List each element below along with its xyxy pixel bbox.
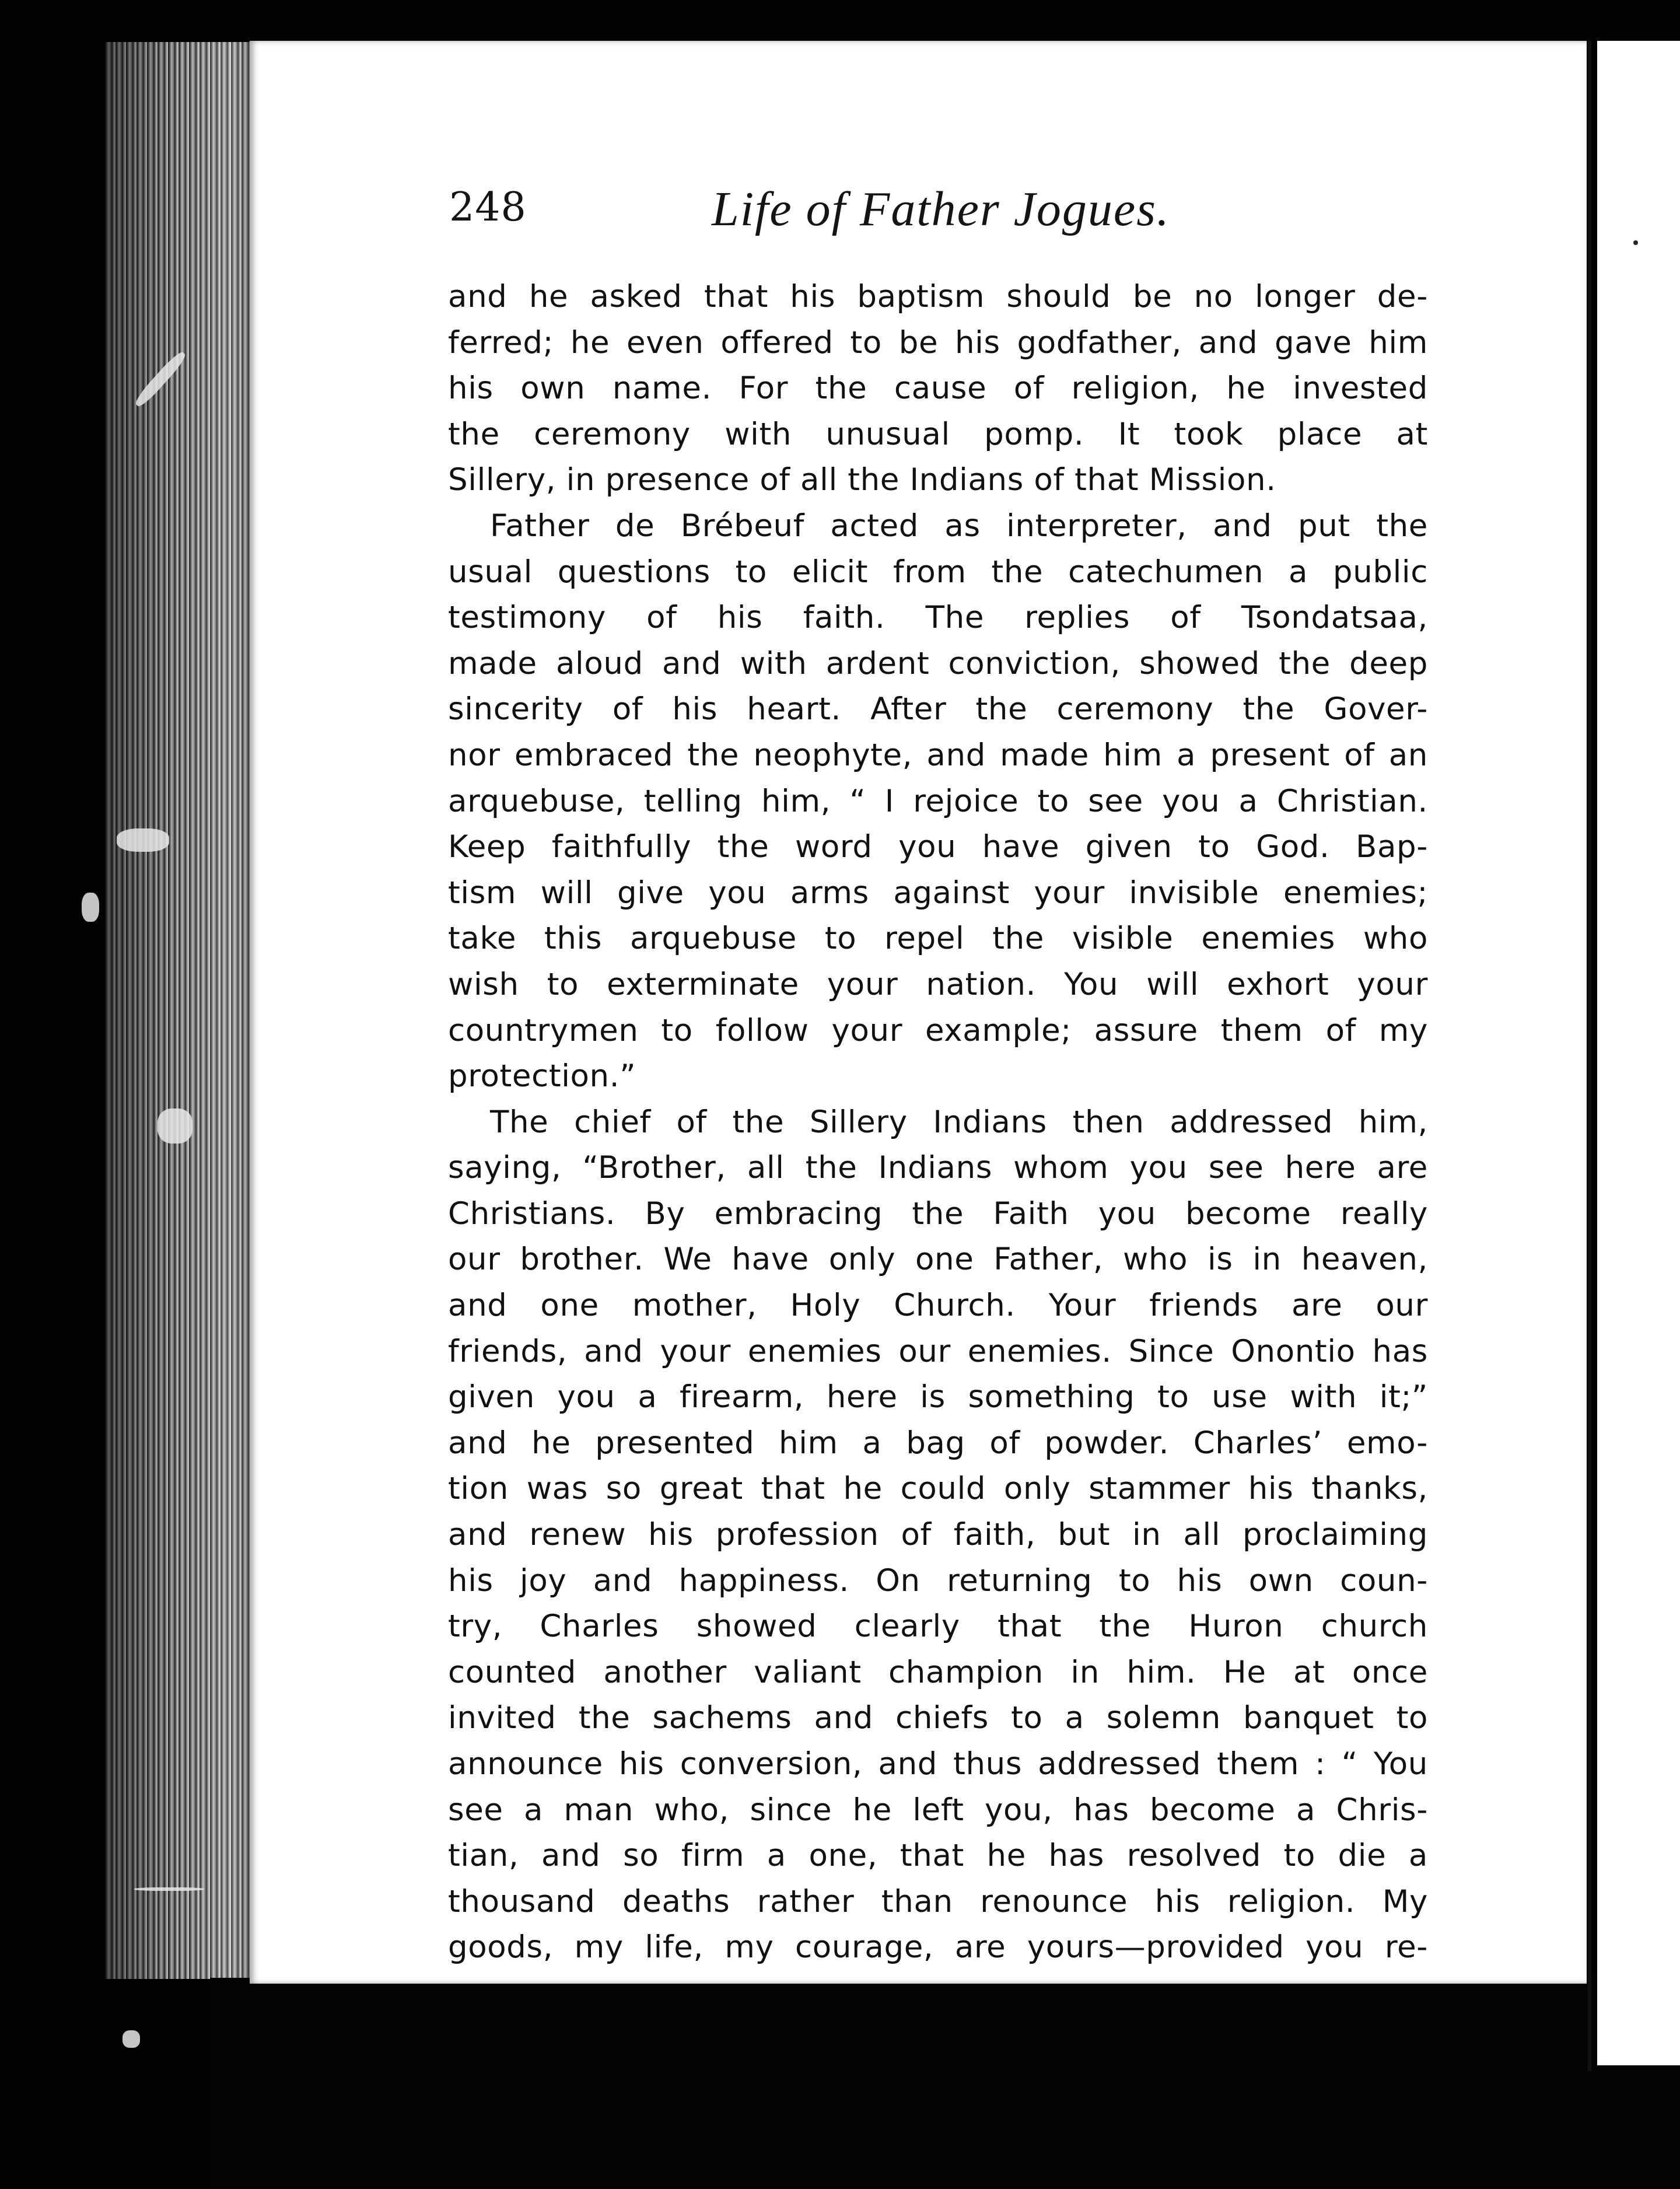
page-edges [105,42,262,1979]
text-line: his joy and happiness. On returning to his own coun- [448,1562,1428,1599]
text-line: announce his conversion, and thus addressed them : “ You [448,1746,1428,1782]
paragraph-start-line: The chief of the Sillery Indians then addressed him, [490,1104,1428,1140]
text-line: friends, and your enemies our enemies. Since Onontio has [448,1333,1428,1369]
text-line: goods, my life, my courage, are yours—provided you re- [448,1929,1428,1966]
text-line: arquebuse, telling him, “ I rejoice to see you a Christian. [448,783,1428,819]
text-line: our brother. We have only one Father, who is in heaven, [448,1242,1428,1278]
text-line: Keep faithfully the word you have given to God. Bap- [448,829,1428,865]
text-line: Christians. By embracing the Faith you become really [448,1195,1428,1232]
text-line: counted another valiant champion in him. He at once [448,1654,1428,1690]
scan-speck [117,828,169,852]
text-line: nor embraced the neophyte, and made him a present of an [448,737,1428,773]
text-line: saying, “Brother, all the Indians whom you see here are [448,1150,1428,1186]
body-text [448,274,1428,1971]
running-title: Life of Father Jogues. [712,182,1170,236]
text-line: given you a firearm, here is something to use with it;” [448,1379,1428,1415]
text-line: tion was so great that he could only stammer his thanks, [448,1471,1428,1507]
text-line: the ceremony with unusual pomp. It took place at [448,416,1428,452]
paragraph-start-line: Father de Brébeuf acted as interpreter, and put the [490,508,1428,544]
scan-speck [123,2030,140,2048]
page-number: 248 [449,184,527,230]
scan-speck [82,893,99,922]
bottom-shadow [210,1978,1680,2189]
text-line: protection.” [448,1058,636,1094]
text-line: sincerity of his heart. After the ceremony the Gover- [448,691,1428,728]
text-line: ferred; he even offered to be his godfather, and gave him [448,324,1428,361]
text-line: and he asked that his baptism should be no longer de- [448,279,1428,314]
facing-page [1597,41,1680,2065]
text-line: Sillery, in presence of all the Indians of that Mission. [448,462,1276,498]
text-line: made aloud and with ardent conviction, showed the deep [448,645,1428,681]
text-line: see a man who, since he left you, has become a Chris- [448,1792,1428,1828]
page-header [449,184,1172,249]
text-line: tism will give you arms against your invisible enemies; [448,875,1428,911]
facing-page-mark [1633,240,1638,245]
text-line: tian, and so firm a one, that he has resolved to die a [448,1838,1428,1874]
text-line: testimony of his faith. The replies of Tsondatsaa, [448,600,1428,636]
text-line: and he presented him a bag of powder. Charles’ emo- [448,1425,1428,1461]
scan-speck [134,1887,204,1891]
text-line: invited the sachems and chiefs to a solemn banquet to [448,1700,1428,1736]
text-line: wish to exterminate your nation. You will exhort your [448,966,1428,1002]
text-line: and one mother, Holy Church. Your friends are our [448,1288,1428,1324]
text-line: and renew his profession of faith, but in all proclaiming [448,1517,1428,1553]
text-line: usual questions to elicit from the catechumen a public [448,554,1428,590]
text-line: take this arquebuse to repel the visible enemies who [448,921,1428,957]
text-line: his own name. For the cause of religion, he invested [448,370,1428,407]
text-line: thousand deaths rather than renounce his religion. My [448,1883,1428,1919]
scan-speck [158,1109,192,1144]
text-line: countrymen to follow your example; assure them of my [448,1012,1428,1048]
page-gutter [1588,41,1591,2071]
text-line: try, Charles showed clearly that the Huron church [448,1608,1428,1645]
